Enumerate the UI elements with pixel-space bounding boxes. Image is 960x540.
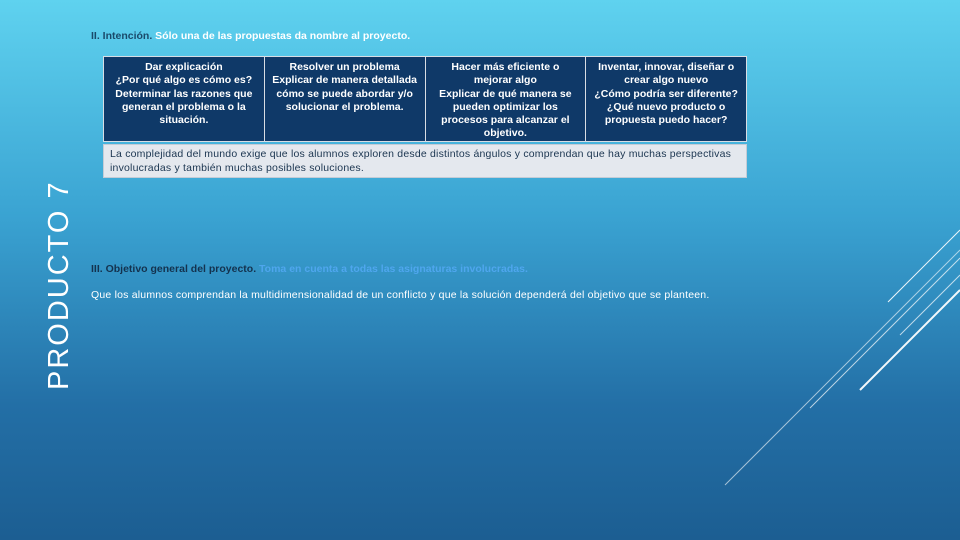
option-improve: Hacer más eficiente o mejorar algo Explicar de qué manera se pueden optimizar los procesos para alcanzar el objetivo. bbox=[426, 57, 586, 141]
vertical-title: PRODUCTO 7 bbox=[43, 180, 75, 390]
intention-heading bbox=[91, 30, 410, 42]
intention-label: II. Intención. bbox=[91, 30, 156, 42]
intention-accent: Sólo una de las propuestas da nombre al proyecto. bbox=[155, 30, 411, 42]
objective-heading bbox=[91, 263, 528, 275]
option-explain: Dar explicación ¿Por qué algo es cómo es? Determinar las razones que generan el problema o la situación. bbox=[104, 57, 264, 141]
complexity-note: La complejidad del mundo exige que los alumnos exploren desde distintos ángulos y comprendan que hay muchas perspectivas involucradas y también muchas posibles soluciones. bbox=[103, 144, 747, 178]
objective-text: Que los alumnos comprendan la multidimensionalidad de un conflicto y que la solución dependerá del objetivo que se planteen. bbox=[91, 289, 710, 301]
option-innovate: Inventar, innovar, diseñar o crear algo nuevo ¿Cómo podría ser diferente? ¿Qué nuevo producto o propuesta puedo hacer? bbox=[586, 57, 746, 141]
objective-label: III. Objetivo general del proyecto. bbox=[91, 263, 260, 275]
objective-accent: Toma en cuenta a todas las asignaturas involucradas. bbox=[259, 263, 528, 275]
options-table bbox=[103, 56, 747, 142]
option-solve: Resolver un problema Explicar de manera detallada cómo se puede abordar y/o solucionar el problema. bbox=[265, 57, 425, 141]
